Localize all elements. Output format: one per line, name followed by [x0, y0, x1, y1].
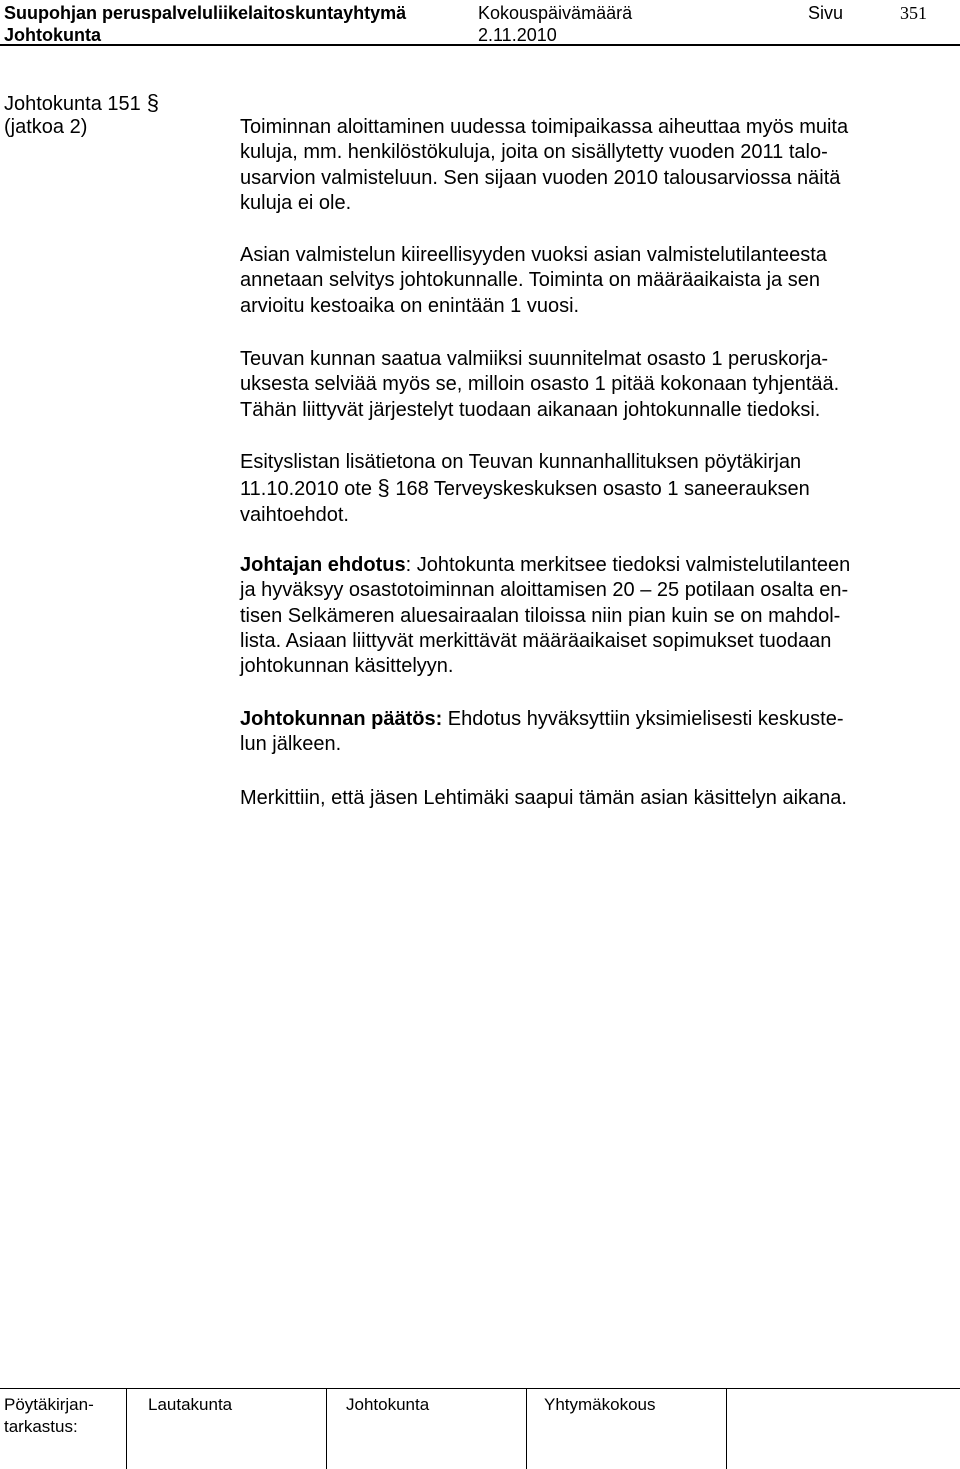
proposal-label: Johtajan ehdotus — [240, 554, 406, 576]
decision-text: Ehdotus hyväksyttiin yksimielisesti keskuste- — [442, 708, 844, 730]
section-title — [4, 90, 159, 117]
reference-date: 11.10.2010 ote — [240, 478, 372, 501]
footer-rule — [0, 1388, 960, 1389]
paragraph-line: tisen Selkämeren aluesairaalan tiloissa niin pian kuin se on mahdol- — [240, 604, 841, 627]
header-rule — [0, 44, 960, 46]
footer-board-label: Lautakunta — [148, 1395, 233, 1414]
paragraph-line: usarvion valmisteluun. Sen sijaan vuoden 2010 talousarviossa näitä — [240, 166, 841, 189]
section-continuation: (jatkoa 2) — [4, 116, 88, 138]
decision-label: Johtokunnan päätös: — [240, 708, 443, 730]
footer-divider — [526, 1389, 527, 1469]
reference-symbol: § — [377, 475, 390, 501]
paragraph-additional-info — [240, 450, 940, 528]
paragraph-line: Teuvan kunnan saatua valmiiksi suunnitelmat osasto 1 peruskorja- — [240, 348, 829, 370]
section-symbol: § — [146, 90, 160, 115]
paragraph-note — [240, 786, 940, 811]
date-label: Kokouspäivämäärä — [478, 3, 633, 23]
section-title-text: Johtokunta 151 — [4, 93, 141, 115]
paragraph-line: Toiminnan aloittaminen uudessa toimipaikassa aiheuttaa myös muita — [240, 116, 849, 138]
paragraph-line: lun jälkeen. — [240, 733, 342, 756]
paragraph-line: uksesta selviää myös se, milloin osasto 1 pitää kokonaan tyhjentää. — [240, 373, 840, 396]
paragraph-line: lista. Asiaan liittyvät merkittävät määräaikaiset sopimukset tuodaan — [240, 629, 832, 652]
footer-divider — [126, 1389, 127, 1469]
paragraph-line: Merkittiin, että jäsen Lehtimäki saapui tämän asian käsittelyn aikana. — [240, 787, 847, 809]
paragraph-costs — [240, 115, 940, 216]
paragraph-line: vaihtoehdot. — [240, 503, 349, 526]
paragraph-line: kuluja ei ole. — [240, 191, 352, 214]
paragraph-line: johtokunnan käsittelyyn. — [240, 655, 454, 678]
paragraph-line — [240, 553, 940, 578]
paragraph-line: arvioitu kestoaika on enintään 1 vuosi. — [240, 294, 580, 317]
paragraph-urgency — [240, 243, 940, 319]
footer-check-label-1: Pöytäkirjan- — [4, 1395, 94, 1414]
reference-title: 168 Terveyskeskuksen osasto 1 saneerauksen — [395, 478, 810, 501]
proposal-text: : Johtokunta merkitsee tiedoksi valmistelutilanteen — [405, 554, 851, 576]
organization-name: Suupohjan peruspalveluliikelaitoskuntayhtymä — [4, 3, 407, 23]
page-number: 351 — [900, 3, 927, 23]
paragraph-line — [240, 707, 940, 732]
footer-divider — [726, 1389, 727, 1469]
paragraph-line: Esityslistan lisätietona on Teuvan kunnanhallituksen pöytäkirjan — [240, 451, 802, 473]
paragraph-line — [240, 475, 940, 502]
paragraph-line: ja hyväksyy osastotoiminnan aloittamisen 20 – 25 potilaan osalta en- — [240, 579, 849, 602]
body-name: Johtokunta — [4, 25, 101, 45]
footer-check-label-2: tarkastus: — [4, 1417, 78, 1436]
paragraph-line: Tähän liittyvät järjestelyt tuodaan aikanaan johtokunnalle tiedoksi. — [240, 398, 821, 421]
paragraph-decision — [240, 707, 940, 758]
paragraph-proposal — [240, 553, 940, 679]
date-value: 2.11.2010 — [478, 25, 557, 45]
paragraph-line: kuluja, mm. henkilöstökuluja, joita on sisällytetty vuoden 2011 talo- — [240, 141, 828, 164]
footer-directorate-label: Johtokunta — [346, 1395, 430, 1414]
paragraph-line: Asian valmistelun kiireellisyyden vuoksi asian valmistelutilanteesta — [240, 244, 827, 266]
page-label: Sivu — [808, 3, 844, 23]
paragraph-line: annetaan selvitys johtokunnalle. Toiminta on määräaikaista ja sen — [240, 269, 820, 292]
paragraph-plans — [240, 347, 940, 423]
footer-divider — [326, 1389, 327, 1469]
footer-assembly-label: Yhtymäkokous — [544, 1395, 656, 1414]
